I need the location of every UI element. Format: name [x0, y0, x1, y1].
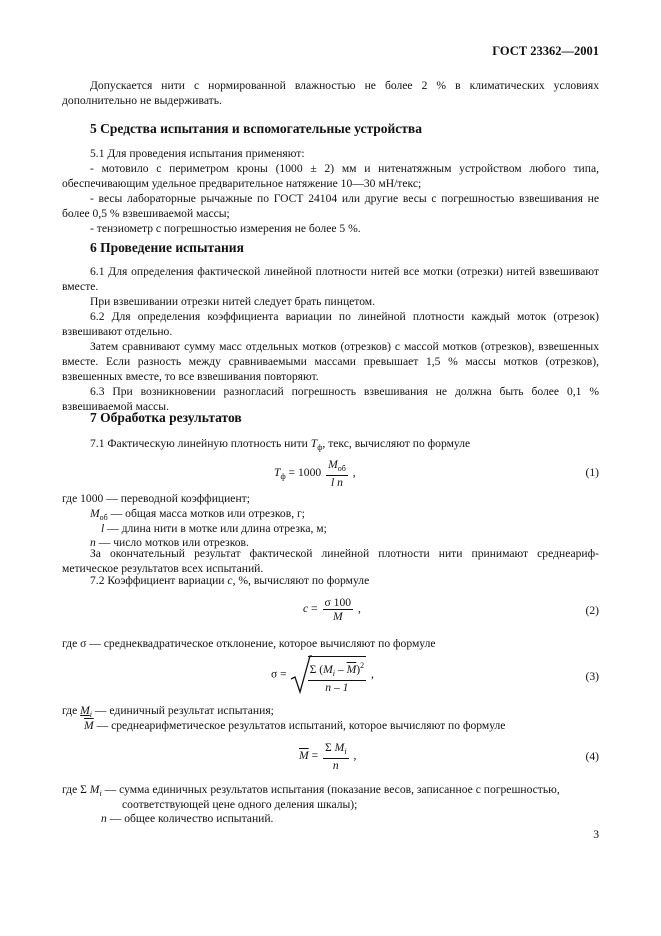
section-6-2: 6.2 Для определения коэффициента вариации по линейной плотности каждый моток (отрезок) взвешивают отдельно.	[62, 310, 599, 338]
formula-1-label: (1)	[585, 466, 599, 479]
where-count: n — число мотков или отрезков.	[90, 536, 249, 549]
section-7-heading: 7 Обработка результатов	[90, 410, 242, 425]
section-5-item-scales: - весы лабораторные рычажные по ГОСТ 24104 или другие весы с погрешностью взвешивания не более 0,5 % взвешиваемой массы;	[62, 192, 599, 220]
formula-2: c = $\frac{\sigma 100}{M}$ ,	[303, 596, 361, 623]
section-5-item-reel: - мотовило с периметром кроны (1000 ± 2) мм и нитенатяжным устройством любого типа, обеспечивающим удельное предварительное натяжение 10—30 мН/текс;	[62, 162, 599, 190]
document-code: ГОСТ 23362—2001	[492, 44, 599, 58]
where-sigma: где σ — среднеквадратическое отклонение, которое вычисляют по формуле	[62, 637, 436, 650]
where-coefficient: где 1000 — переводной коэффициент;	[62, 492, 250, 505]
intro-paragraph: Допускается нити с нормированной влажностью не более 2 % в климатических условиях дополнительно не выдерживать.	[62, 79, 599, 107]
where-length: l — длина нити в мотке или длина отрезка, м;	[101, 522, 327, 535]
formula-2-label: (2)	[585, 604, 599, 617]
page-number: 3	[593, 828, 599, 841]
formula-4: $\overline{M}$ = $\frac{\Sigma M_i}{n}$ ,	[299, 741, 357, 772]
section-5-1: 5.1 Для проведения испытания применяют:	[90, 147, 305, 160]
where-mean: $\overline{M}$ — среднеарифметическое результатов испытаний, которое вычисляют по формуле	[84, 719, 506, 732]
section-6-heading: 6 Проведение испытания	[90, 240, 244, 255]
where-sum: где Σ $M_i$ — сумма единичных результатов испытания (показание весов, записанное с погрешностью,	[62, 783, 560, 798]
section-7-2: 7.2 Коэффициент вариации c, %, вычисляют по формуле	[90, 574, 370, 587]
section-7-1-result: За окончательный результат фактической линейной плотности нити принимают среднеариф-метическое результатов всех испытаний.	[62, 547, 599, 575]
formula-4-label: (4)	[585, 750, 599, 763]
section-6-1-note: При взвешивании отрезки нитей следует брать пинцетом.	[90, 295, 376, 308]
formula-3-label: (3)	[585, 670, 599, 683]
section-6-2-compare: Затем сравнивают сумму масс отдельных мотков (отрезков) с массой мотков (отрезков), взвешенных вместе. Если разность между сравниваемыми массами превышает 1,5 % массы мотков (отрезков), взвешенных вместе, то все взвешивания повторяют.	[62, 340, 599, 383]
where-sum-cont: соответствующей цене одного деления шкалы);	[122, 798, 358, 811]
formula-3: σ = $\frac{\Sigma (M_i - \overline{M})^2}{n - 1}$ ,	[271, 655, 374, 695]
where-total-count: n — общее количество испытаний.	[101, 812, 274, 825]
section-7-1: 7.1 Фактическую линейную плотность нити $T_ф$, текс, вычисляют по формуле	[90, 437, 471, 452]
where-single-result: где $M_i$ — единичный результат испытания;	[62, 704, 274, 719]
section-5-heading: 5 Средства испытания и вспомогательные устройства	[90, 121, 422, 136]
section-6-3: 6.3 При возникновении разногласий погрешность взвешивания не должна быть более 0,1 % взвешиваемой массы.	[62, 385, 599, 413]
section-5-item-tensiometer: - тензиометр с погрешностью измерения не более 5 %.	[90, 222, 361, 235]
formula-1: $T_ф = 1000$ $\frac{M_{об}}{\text{l n}}$ ,	[274, 458, 356, 489]
section-6-1: 6.1 Для определения фактической линейной плотности нитей все мотки (отрезки) нитей взвешивают вместе.	[62, 265, 599, 293]
where-total-mass: $M_{об}$ — общая масса мотков или отрезков, г;	[90, 507, 305, 522]
